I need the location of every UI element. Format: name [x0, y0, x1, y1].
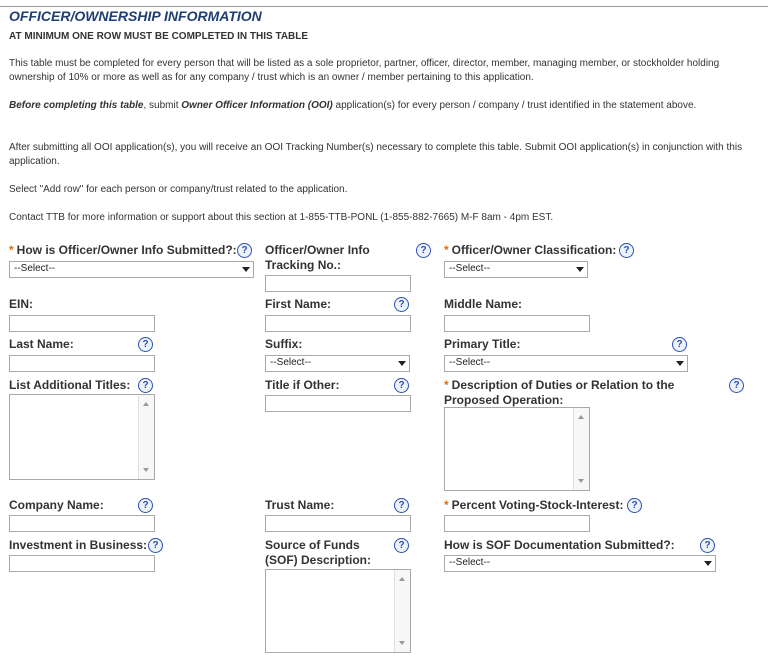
how-submitted-label: * How is Officer/Owner Info Submitted?: — [9, 243, 237, 257]
sof-description-label: Source of Funds (SOF) Description: — [265, 538, 372, 567]
classification-select[interactable]: --Select-- — [444, 261, 588, 278]
help-icon[interactable]: ? — [237, 243, 252, 258]
help-icon[interactable]: ? — [138, 378, 153, 393]
scrollbar[interactable] — [138, 395, 154, 479]
trust-name-input[interactable] — [265, 515, 411, 532]
instruction-paragraph-1: This table must be completed for every person that will be listed as a sole proprietor, partner, officer, director, member, managing member, or stockholder holding ownership of 10% or more as well as for any company / trust which is an owner / member pertaining to this application. — [9, 58, 720, 83]
duties-label: * Description of Duties or Relation to the Proposed Operation: — [444, 378, 675, 407]
instruction-paragraph-2: Before completing this table, submit Owner Officer Information (OOI) application(s) for every person / company / trust identified in the statement above. — [9, 100, 697, 111]
help-icon[interactable]: ? — [627, 498, 642, 513]
scrollbar[interactable] — [394, 570, 410, 652]
instruction-paragraph-4: Select "Add row" for each person or company/trust related to the application. — [9, 184, 348, 195]
section-title: OFFICER/OWNERSHIP INFORMATION — [9, 8, 262, 24]
help-icon[interactable]: ? — [394, 498, 409, 513]
scroll-up-icon — [578, 415, 584, 419]
middle-name-label: Middle Name: — [444, 297, 523, 311]
help-icon[interactable]: ? — [619, 243, 634, 258]
scroll-down-icon — [578, 479, 584, 483]
required-marker: * — [9, 243, 14, 257]
last-name-input[interactable] — [9, 355, 155, 372]
percent-voting-label: * Percent Voting-Stock-Interest: — [444, 498, 624, 512]
top-divider — [0, 6, 768, 7]
scroll-up-icon — [399, 577, 405, 581]
chevron-down-icon — [676, 361, 684, 366]
how-submitted-select[interactable]: --Select-- — [9, 261, 254, 278]
primary-title-label: Primary Title: — [444, 337, 521, 351]
additional-titles-label: List Additional Titles: — [9, 378, 131, 392]
help-icon[interactable]: ? — [700, 538, 715, 553]
chevron-down-icon — [576, 267, 584, 272]
required-marker: * — [444, 378, 449, 392]
sof-description-textarea[interactable] — [265, 569, 411, 653]
scrollbar[interactable] — [573, 408, 589, 490]
ein-label: EIN: — [9, 297, 33, 311]
scroll-down-icon — [143, 468, 149, 472]
first-name-input[interactable] — [265, 315, 411, 332]
emphasis-text: Before completing this table — [9, 100, 144, 111]
suffix-label: Suffix: — [265, 337, 303, 351]
sof-documentation-select[interactable]: --Select-- — [444, 555, 716, 572]
company-name-input[interactable] — [9, 515, 155, 532]
chevron-down-icon — [242, 267, 250, 272]
chevron-down-icon — [704, 561, 712, 566]
tracking-no-input[interactable] — [265, 275, 411, 292]
company-name-label: Company Name: — [9, 498, 104, 512]
title-if-other-input[interactable] — [265, 395, 411, 412]
middle-name-input[interactable] — [444, 315, 590, 332]
help-icon[interactable]: ? — [394, 378, 409, 393]
help-icon[interactable]: ? — [672, 337, 687, 352]
scroll-up-icon — [143, 402, 149, 406]
tracking-no-label: Officer/Owner Info Tracking No.: — [265, 243, 370, 272]
classification-label: * Officer/Owner Classification: — [444, 243, 617, 257]
scroll-down-icon — [399, 641, 405, 645]
help-icon[interactable]: ? — [138, 498, 153, 513]
last-name-label: Last Name: — [9, 337, 74, 351]
help-icon[interactable]: ? — [394, 538, 409, 553]
trust-name-label: Trust Name: — [265, 498, 335, 512]
help-icon[interactable]: ? — [138, 337, 153, 352]
investment-input[interactable] — [9, 555, 155, 572]
section-subtitle: AT MINIMUM ONE ROW MUST BE COMPLETED IN THIS TABLE — [9, 31, 309, 42]
ein-input[interactable] — [9, 315, 155, 332]
help-icon[interactable]: ? — [148, 538, 163, 553]
title-if-other-label: Title if Other: — [265, 378, 340, 392]
investment-label: Investment in Business: — [9, 538, 148, 552]
primary-title-select[interactable]: --Select-- — [444, 355, 688, 372]
instruction-paragraph-3: After submitting all OOI application(s), you will receive an OOI Tracking Number(s) necessary to complete this table. Submit OOI application(s) in conjunction with this application. — [9, 142, 743, 167]
help-icon[interactable]: ? — [416, 243, 431, 258]
required-marker: * — [444, 498, 449, 512]
first-name-label: First Name: — [265, 297, 332, 311]
additional-titles-textarea[interactable] — [9, 394, 155, 480]
percent-voting-input[interactable] — [444, 515, 590, 532]
help-icon[interactable]: ? — [729, 378, 744, 393]
duties-textarea[interactable] — [444, 407, 590, 491]
instruction-paragraph-5: Contact TTB for more information or support about this section at 1-855-TTB-PONL (1-855-882-7665) M-F 8am - 4pm EST. — [9, 212, 554, 223]
sof-documentation-label: How is SOF Documentation Submitted?: — [444, 538, 675, 552]
suffix-select[interactable]: --Select-- — [265, 355, 410, 372]
emphasis-text: Owner Officer Information (OOI) — [181, 100, 333, 111]
required-marker: * — [444, 243, 449, 257]
chevron-down-icon — [398, 361, 406, 366]
help-icon[interactable]: ? — [394, 297, 409, 312]
